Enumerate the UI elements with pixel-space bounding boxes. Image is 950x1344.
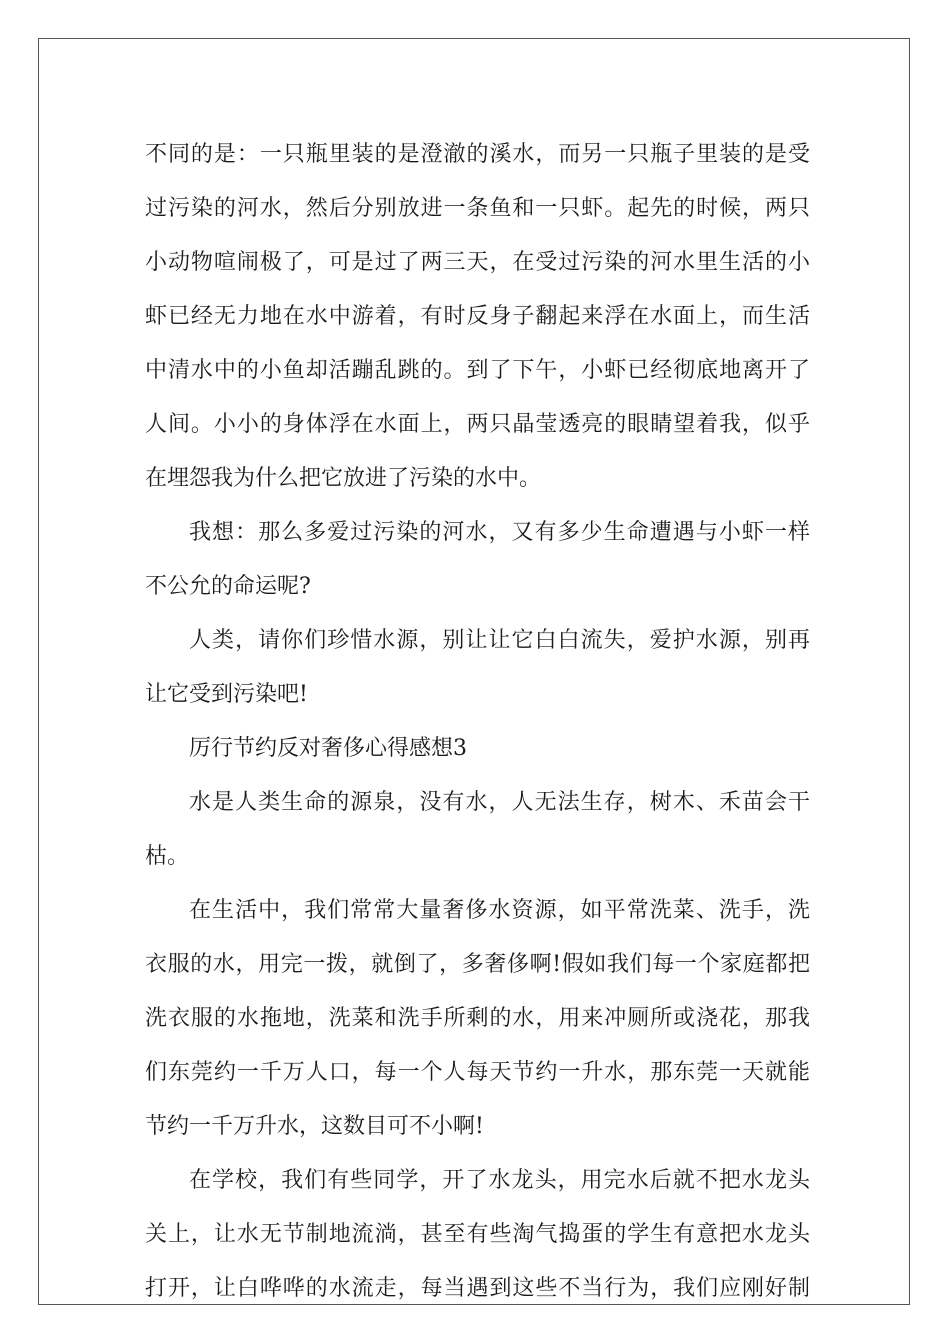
text-line: 节约一千万升水，这数目可不小啊!: [145, 1114, 484, 1139]
paragraph: [145, 128, 810, 506]
text-line: 关上，让水无节制地流淌，甚至有些淘气捣蛋的学生有意把水龙头: [145, 1222, 810, 1247]
text-line: 不同的是：一只瓶里装的是澄澈的溪水，而另一只瓶子里装的是受: [145, 142, 810, 167]
text-line: 在生活中，我们常常大量奢侈水资源，如平常洗菜、洗手，洗: [189, 898, 810, 923]
text-line: 们东莞约一千万人口，每一个人每天节约一升水，那东莞一天就能: [145, 1060, 810, 1085]
text-line: 人间。小小的身体浮在水面上，两只晶莹透亮的眼睛望着我，似乎: [145, 412, 810, 437]
paragraph: [145, 506, 810, 614]
text-line: 不公允的命运呢?: [145, 574, 311, 599]
text-line: 我想：那么多爱过污染的河水，又有多少生命遭遇与小虾一样: [189, 520, 810, 545]
text-line: 在学校，我们有些同学，开了水龙头，用完水后就不把水龙头: [189, 1168, 810, 1193]
text-line: 枯。: [145, 844, 190, 869]
text-line: 人类，请你们珍惜水源，别让让它白白流失，爱护水源，别再: [189, 628, 810, 653]
text-line: 中清水中的小鱼却活蹦乱跳的。到了下午，小虾已经彻底地离开了: [145, 358, 810, 383]
text-line: 让它受到污染吧!: [145, 682, 308, 707]
text-line: 打开，让白哗哗的水流走，每当遇到这些不当行为，我们应刚好制: [145, 1276, 810, 1301]
text-line: 小动物喧闹极了，可是过了两三天，在受过污染的河水里生活的小: [145, 250, 810, 275]
paragraph: [145, 1154, 810, 1316]
text-line: 水是人类生命的源泉，没有水，人无法生存，树木、禾苗会干: [189, 790, 810, 815]
text-line: 在埋怨我为什么把它放进了污染的水中。: [145, 466, 542, 491]
heading-text: 厉行节约反对奢侈心得感想3: [189, 736, 467, 761]
text-line: 虾已经无力地在水中游着，有时反身子翻起来浮在水面上，而生活: [145, 304, 810, 329]
text-line: 过污染的河水，然后分别放进一条鱼和一只虾。起先的时候，两只: [145, 196, 810, 221]
paragraph: [145, 884, 810, 1154]
text-line: 衣服的水，用完一拨，就倒了，多奢侈啊!假如我们每一个家庭都把: [145, 952, 810, 977]
paragraph: [145, 776, 810, 884]
text-line: 洗衣服的水拖地，洗菜和洗手所剩的水，用来冲厕所或浇花，那我: [145, 1006, 810, 1031]
section-heading: [145, 722, 810, 776]
document-body: [145, 128, 810, 1316]
paragraph: [145, 614, 810, 722]
